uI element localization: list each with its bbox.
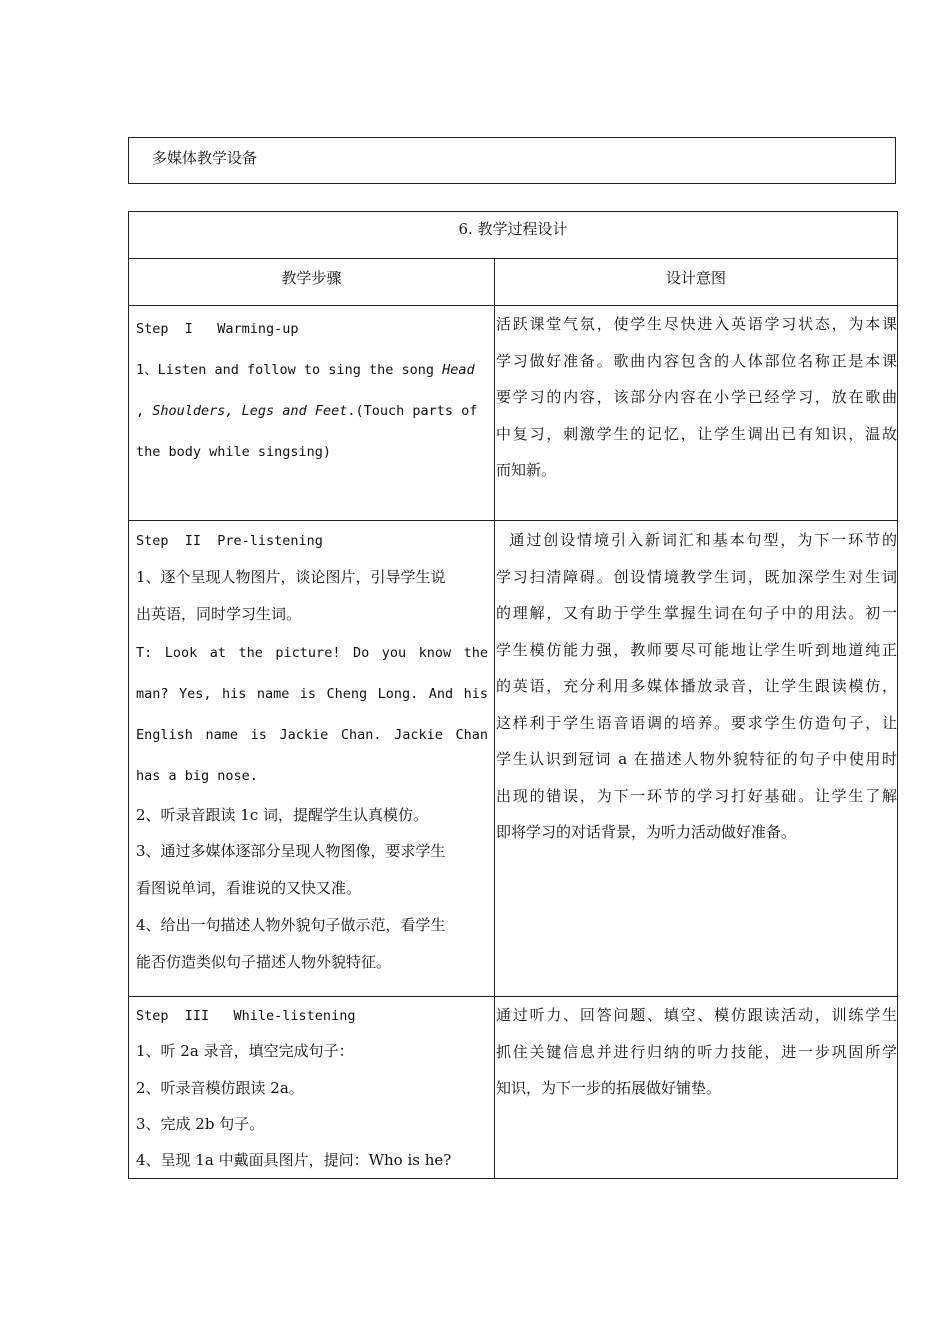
step2-line: 看图说单词，看谁说的又快又准。 (136, 879, 362, 897)
step3-line: 2、听录音模仿跟读 2a。 (136, 1079, 304, 1097)
step1-line (136, 391, 488, 432)
step2-line: 2、听录音跟读 1c 词，提醒学生认真模仿。 (136, 806, 429, 824)
header-intent: 设计意图 (495, 259, 898, 306)
table-header-row (129, 259, 898, 306)
step2-steps-cell (129, 521, 495, 997)
step1-intent-line: 活跃课堂气氛，使学生尽快进入英语学习状态，为本课 (496, 315, 897, 333)
step1-intent-line: 而知新。 (496, 461, 557, 479)
step1-line-text: .(Touch parts of (347, 403, 478, 419)
step1-line (136, 350, 488, 391)
step2-heading: Step II Pre-listening (136, 533, 323, 549)
equipment-text: 多媒体教学设备 (152, 149, 258, 167)
step2-intent-line: 学生认识到冠词 a 在描述人物外貌特征的句子中使用时 (496, 750, 897, 768)
step1-steps-cell (129, 306, 495, 521)
step2-dialogue-line: has a big nose. (136, 768, 258, 784)
song-title-italic: Shoulders, Legs and Feet (152, 403, 348, 419)
table-row (129, 997, 898, 1179)
step2-intent-line: 出现的错误，为下一环节的学习打好基础。让学生了解 (496, 786, 897, 805)
header-steps: 教学步骤 (129, 259, 495, 306)
step2-line: 能否仿造类似句子描述人物外貌特征。 (136, 953, 392, 971)
song-title-italic: Head (442, 362, 475, 378)
step2-intent-cell (495, 521, 898, 997)
teaching-process-table (128, 211, 898, 1179)
step1-intent-line: 要学习的内容，该部分内容在小学已经学习，放在歌曲 (496, 388, 897, 406)
step2-intent-line: 的英语，充分利用多媒体播放录音，让学生跟读模仿， (496, 677, 897, 695)
table-title-row (129, 212, 898, 259)
step2-intent-line: 的理解，又有助于学生掌握生词在句子中的用法。初一 (496, 604, 897, 622)
step2-dialogue-line: English name is Jackie Chan. Jackie Chan (136, 727, 488, 743)
step2-intent-line: 这样利于学生语音语调的培养。要求学生仿造句子，让 (496, 713, 897, 732)
table-title: 6. 教学过程设计 (129, 212, 898, 259)
step1-intent-line: 学习做好准备。歌曲内容包含的人体部位名称正是本课 (496, 351, 897, 370)
step2-intent-line: 学习扫清障碍。创设情境教学生词，既加深学生对生词 (496, 567, 897, 586)
step3-line: 4、呈现 1a 中戴面具图片，提问：Who is he? (136, 1151, 452, 1169)
step3-line: 1、听 2a 录音，填空完成句子： (136, 1042, 354, 1060)
step2-intent-line: 即将学习的对话背景，为听力活动做好准备。 (496, 823, 797, 841)
step1-line: the body while singsing) (136, 444, 332, 460)
step2-dialogue-line: T: Look at the picture! Do you know the (136, 645, 488, 661)
step2-line: 4、给出一句描述人物外貌句子做示范，看学生 (136, 916, 446, 934)
step2-intent-line: 通过创设情境引入新词汇和基本句型，为下一环节的 (496, 531, 897, 549)
step3-intent-cell (495, 997, 898, 1179)
step3-intent-line: 知识，为下一步的拓展做好铺垫。 (496, 1079, 722, 1097)
step3-line: 3、完成 2b 句子。 (136, 1115, 265, 1133)
step2-dialogue-line: man? Yes, his name is Cheng Long. And his (136, 686, 488, 702)
step3-steps-cell (129, 997, 495, 1179)
step1-intent-cell (495, 306, 898, 521)
table-row (129, 306, 898, 521)
table-row (129, 521, 898, 997)
step3-intent-line: 通过听力、回答问题、填空、模仿跟读活动，训练学生 (496, 1006, 897, 1024)
equipment-box (128, 137, 896, 184)
step2-intent-line: 学生模仿能力强，教师要尽可能地让学生听到地道纯正 (496, 640, 897, 659)
step1-intent-line: 中复习，刺激学生的记忆，让学生调出已有知识，温故 (496, 424, 897, 443)
step1-heading: Step I Warming-up (136, 321, 299, 337)
step2-line: 1、逐个呈现人物图片，谈论图片，引导学生说 (136, 568, 446, 586)
step3-intent-line: 抓住关键信息并进行归纳的听力技能，进一步巩固所学 (496, 1042, 897, 1061)
step1-line-text: , (136, 403, 153, 419)
step3-heading: Step III While-listening (136, 1008, 356, 1024)
step2-line: 3、通过多媒体逐部分呈现人物图像，要求学生 (136, 842, 446, 860)
step1-line-text: 1、Listen and follow to sing the song (136, 362, 443, 378)
step2-line: 出英语，同时学习生词。 (136, 605, 302, 623)
